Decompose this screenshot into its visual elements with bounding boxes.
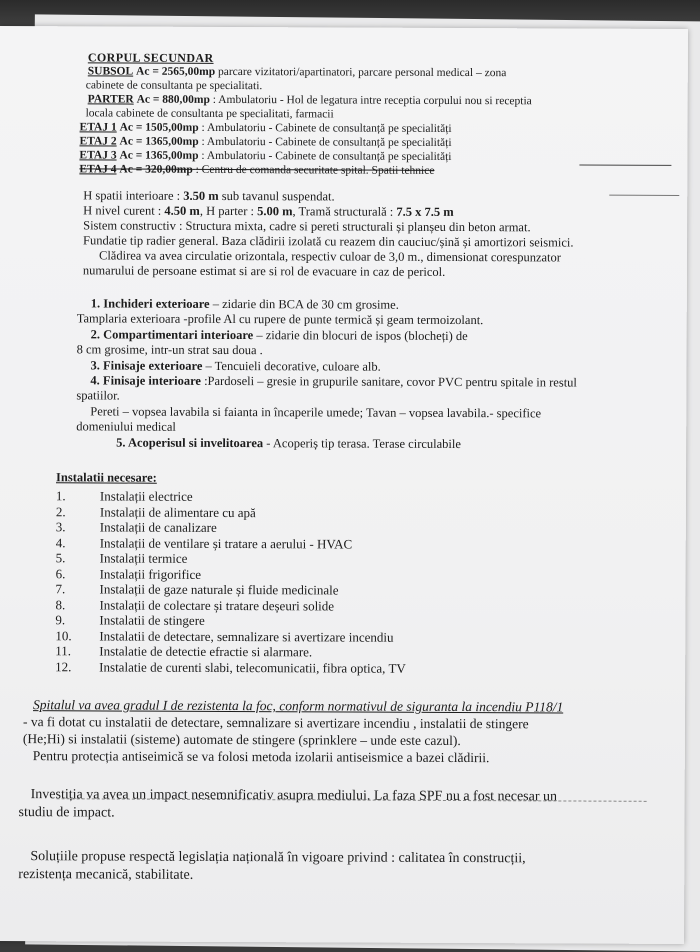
building-header (21, 50, 632, 179)
item-number: 5. (55, 550, 66, 566)
solutions-line-2: rezistența mecanică, stabilitate. (18, 867, 194, 883)
item-text: - Acoperiș tip terasa. Terase circulabile (263, 435, 461, 451)
floor-area: Ac = 1365,00mp (119, 135, 199, 148)
solutions-paragraph (18, 848, 618, 887)
item-text: Instalații de ventilare și tratare a aerului - HVAC (99, 535, 353, 552)
fire-detection-line: - va fi dotat cu instalatii de detectare, semnalizare si avertizare incendiu , instalatii de stingere (22, 714, 529, 732)
item-heading: 5. Acoperisul si invelitoarea (116, 435, 264, 450)
item-heading: 3. Finisaje exterioare (90, 358, 203, 373)
floor-area: Ac = 2565,00mp (136, 65, 216, 78)
impact-line-1: Investiția va avea un impact nesemnificativ asupra mediului. La faza SPF nu a fost necesar un (30, 787, 558, 805)
seismic-protection-line: Pentru protecția antiseimică se va folosi metoda izolarii antiseismice a bazei clădirii. (32, 748, 490, 766)
floor-area: Ac = 1505,00mp (119, 121, 199, 134)
item-number: 6. (55, 565, 66, 581)
floor-description: : Ambulatoriu - Hol de legatura intre receptia corpului nou si receptia (212, 93, 532, 108)
floor-description: : Centru de comanda securitate spital. Spatii tehnice (195, 163, 435, 177)
floor-area: Ac = 320,00mp (119, 163, 193, 176)
text-run-bold: 7.5 x 7.5 m (396, 204, 454, 219)
document-content (18, 50, 632, 887)
installations-list (55, 488, 630, 677)
floor-label: ETAJ 2 (79, 135, 117, 148)
impact-line-2: studiu de impact. (18, 805, 115, 821)
foundation-line: Fundatie tip radier general. Baza clădirii izolată cu reazem din cauciuc/șină și amortizori seismici. (83, 233, 574, 250)
item-number: 12. (55, 658, 72, 674)
floor-description: : Ambulatoriu - Cabinete de consultanță pe specialități (201, 121, 452, 135)
text-run: H nivel curent : (83, 203, 165, 218)
evacuation-line: numarului de persoane estimat si are si rol de evacuare in caz de pericol. (82, 263, 446, 279)
finish-item-2-cont: 8 cm grosime, intr-un strat sau doua . (76, 342, 263, 358)
item-text: Instalatii de stingere (99, 612, 205, 628)
fire-safety-section (23, 696, 631, 767)
item-text: – zidarie din blocuri de ispos (blocheți) de (253, 327, 468, 343)
text-run: sub tavanul suspendat. (218, 188, 335, 204)
floor-label: ETAJ 4 (79, 163, 117, 176)
item-text: Instalații de alimentare cu apă (99, 504, 256, 520)
item-text: Instalatie de curenti slabi, telecomunicatii, fibra optica, TV (99, 659, 406, 676)
item-text: Instalații frigorifice (99, 566, 202, 582)
text-run: , H parter : (199, 203, 258, 219)
item-text: Instalații de gaze naturale și fluide medicinale (99, 581, 339, 598)
finish-item-4-walls: Pereti – vopsea lavabila si faianta in încaperile umede; Tavan – vopsea lavabila.- specifice (90, 404, 542, 421)
text-run-bold: 3.50 m (183, 188, 219, 203)
floor-description: : Ambulatoriu - Cabinete de consultanță pe specialități (201, 149, 452, 163)
floor-label: ETAJ 1 (79, 121, 117, 134)
item-text: Instalații termice (99, 550, 188, 566)
section-title: CORPUL SECUNDAR (87, 50, 214, 65)
item-heading: 1. Inchideri exterioare (90, 296, 210, 311)
floor-label: SUBSOL (87, 65, 134, 78)
finish-item-5 (116, 435, 630, 453)
item-text: :Pardoseli – gresie in grupurile sanitare, covor PVC pentru spitale in restul (200, 373, 577, 390)
item-number: 9. (55, 612, 66, 628)
text-run-bold: 5.00 m (257, 204, 293, 219)
item-text: Instalații de canalizare (99, 519, 217, 536)
item-text: Instalatie de detectie efractie si alarmare. (99, 643, 313, 660)
item-text: Instalatii de detectare, semnalizare si avertizare incendiu (99, 628, 394, 645)
item-number: 2. (55, 503, 66, 519)
finish-item-1-cont: Tamplaria exterioara -profile Al cu rupere de punte termică și geam termoizolant. (76, 311, 484, 328)
floor-label: ETAJ 3 (79, 149, 117, 162)
item-number: 7. (55, 581, 66, 597)
item-heading: 2. Compartimentari interioare (90, 327, 254, 342)
floor-area: Ac = 880,00mp (136, 93, 210, 106)
text-run: , Tramă structurală : (292, 204, 397, 219)
floor-description: parcare vizitatori/apartinatori, parcare personal medical – zona (217, 65, 507, 80)
construction-system-line: Sistem constructiv : Structura mixta, cadre si pereti structurali și planșeu din beton armat. (83, 218, 531, 235)
item-number: 1. (55, 488, 66, 504)
item-number: 11. (55, 643, 72, 659)
fire-rating-line: Spitalul va avea gradul I de rezistenta la foc, conform normativul de siguranta la incendiu P118/1 (33, 697, 564, 715)
solutions-line-1: Soluțiile propuse respectă legislația națională în vigoare privind : calitatea în construcții, (30, 849, 526, 867)
finishes-section (76, 296, 631, 452)
finish-item-4-walls-cont: domeniului medical (76, 419, 176, 435)
finish-item-4 (90, 373, 630, 391)
structure-section (83, 188, 631, 280)
item-text: – zidarie din BCA de 30 cm grosime. (209, 296, 399, 312)
item-number: 4. (55, 534, 66, 550)
circulation-line: Clădirea va avea circulatie orizontala, respectiv culoar de 3,0 m., dimensionat corespunzator (98, 248, 561, 265)
floor-description: : Ambulatoriu - Cabinete de consultanță pe specialități (201, 135, 452, 149)
item-text: Instalații de colectare și tratare deșeuri solide (99, 597, 335, 614)
item-text: Instalații electrice (99, 488, 193, 504)
list-item (55, 659, 629, 677)
impact-paragraph (19, 786, 619, 825)
text-run: H spatii interioare : (83, 188, 184, 203)
item-heading: 4. Finisaje interioare (90, 373, 201, 388)
item-number: 10. (55, 627, 72, 643)
floor-description-cont: locala cabinete de consultanta pe specialitati, farmacii (85, 107, 334, 121)
item-text: – Tencuieli decorative, culoare alb. (202, 358, 381, 374)
item-number: 8. (55, 596, 66, 612)
document-page (0, 26, 688, 944)
floor-area: Ac = 1365,00mp (119, 149, 199, 162)
fire-sprinkler-line: (He;Hi) si instalatii (sisteme) automate de stingere (sprinklere – unde este cazul). (22, 731, 461, 749)
installations-title: Instalatii necesare: (56, 470, 157, 485)
text-run-bold: 4.50 m (164, 203, 200, 218)
item-number: 3. (55, 519, 66, 535)
floor-label: PARTER (87, 93, 134, 106)
floor-etaj-4 (79, 162, 631, 178)
floor-description-cont: cabinete de consultanta pe specialitati. (85, 79, 263, 93)
finish-item-4-cont: spatiilor. (76, 388, 120, 403)
